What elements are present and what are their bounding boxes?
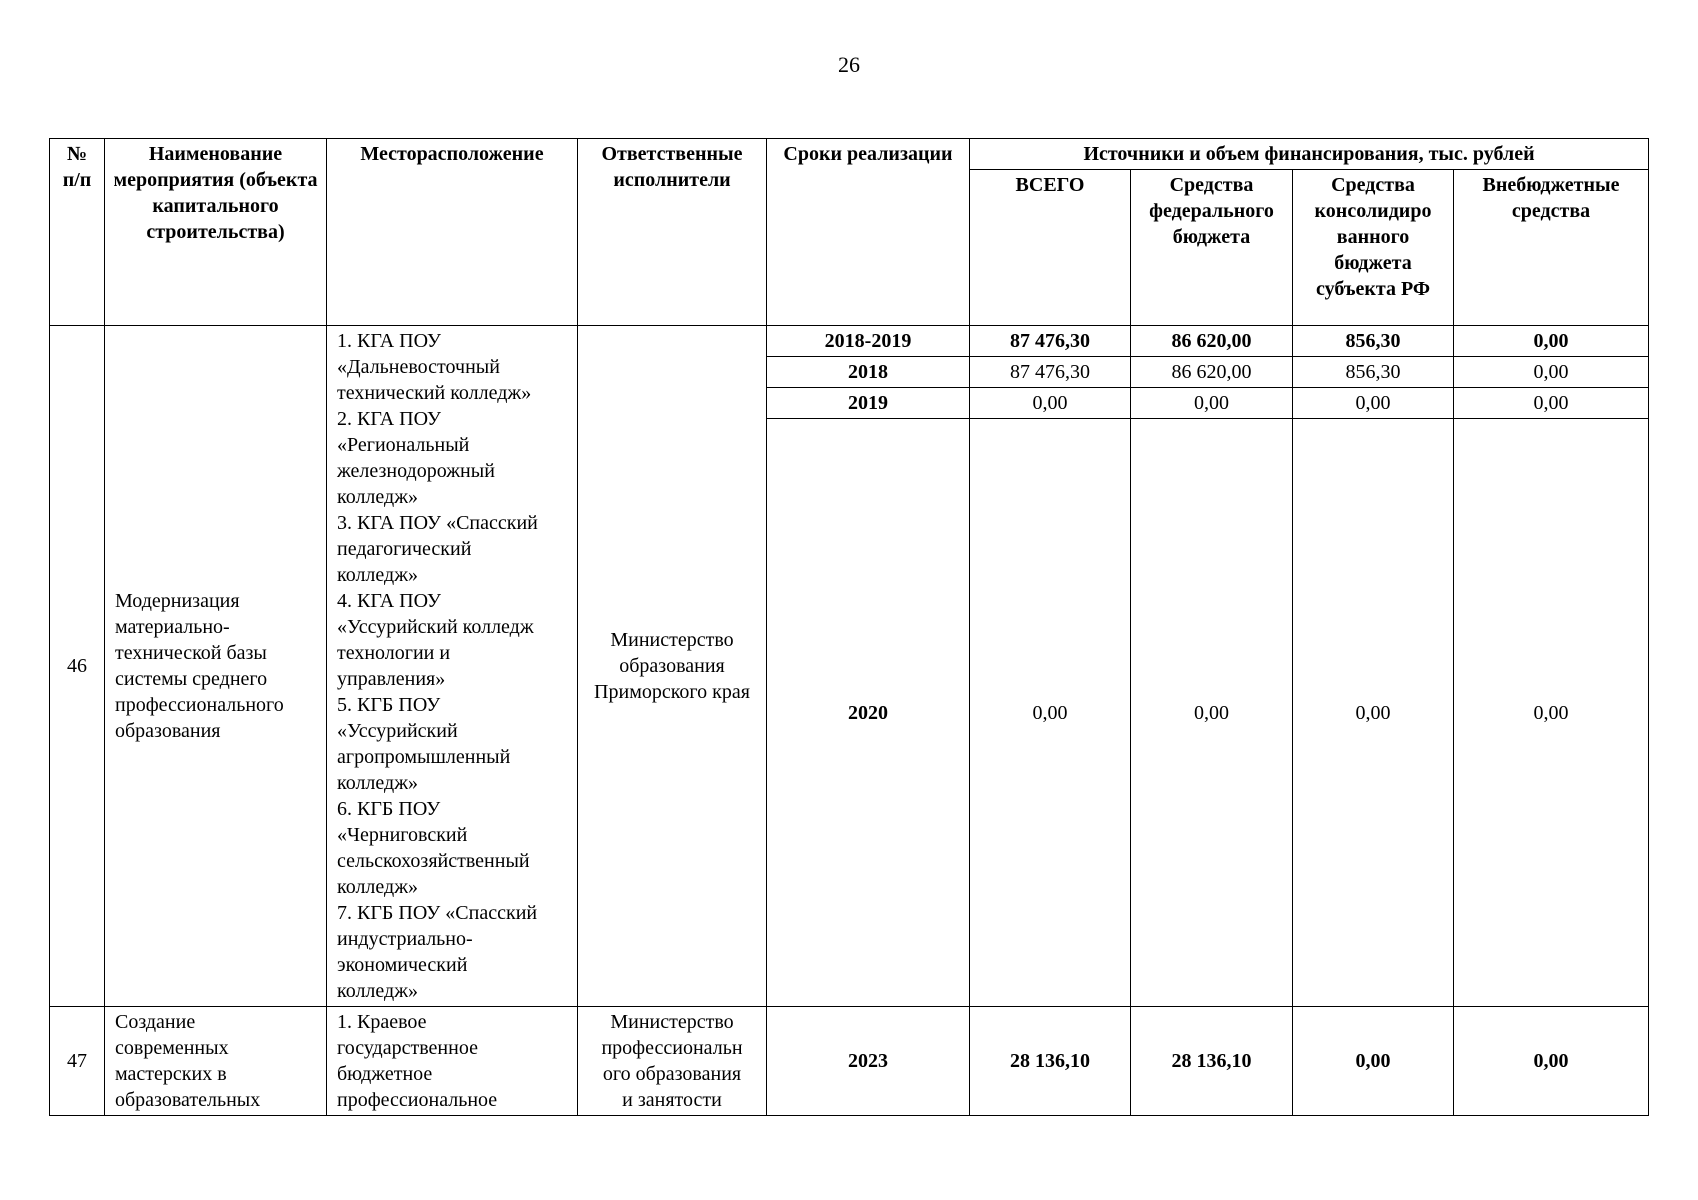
event-name-line: образовательных xyxy=(115,1089,261,1111)
location-line: 1. Краевое xyxy=(337,1011,427,1033)
location-line: «Дальневосточный xyxy=(337,356,500,378)
location-line: колледж» xyxy=(337,564,419,586)
header-sources: Источники и объем финансирования, тыс. рублей xyxy=(970,139,1649,170)
extra: 0,00 xyxy=(1454,388,1649,419)
responsible-line: ого образования xyxy=(602,1063,742,1085)
federal: 86 620,00 xyxy=(1131,326,1293,357)
location-line: государственное xyxy=(337,1037,478,1059)
header-responsible: Ответственные исполнители xyxy=(578,139,767,326)
location-line: 6. КГБ ПОУ xyxy=(337,798,441,820)
event-name-line: современных xyxy=(115,1037,229,1059)
header-extra: Внебюджетные средства xyxy=(1454,170,1649,326)
responsible-line: и занятости xyxy=(622,1089,722,1111)
location-line: железнодорожный xyxy=(337,460,495,482)
location-line: 4. КГА ПОУ xyxy=(337,590,442,612)
term: 2018 xyxy=(767,357,970,388)
consolidated: 0,00 xyxy=(1293,1007,1454,1116)
header-name: Наименование мероприятия (объекта капитального строительства) xyxy=(105,139,327,326)
responsible-line: Министерство xyxy=(610,1011,734,1033)
row-number: 47 xyxy=(50,1007,105,1116)
location-list xyxy=(327,326,578,1007)
federal: 28 136,10 xyxy=(1131,1007,1293,1116)
responsible: Министерство образования Приморского края xyxy=(578,326,767,1007)
header-consolidated: Средства консолидиро ванного бюджета субъекта РФ xyxy=(1293,170,1454,326)
location-line: «Черниговский xyxy=(337,824,468,846)
consolidated: 0,00 xyxy=(1293,419,1454,1007)
location-line: технический колледж» xyxy=(337,382,532,404)
term: 2020 xyxy=(767,419,970,1007)
total: 0,00 xyxy=(970,388,1131,419)
location-line: 5. КГБ ПОУ xyxy=(337,694,441,716)
location-line: сельскохозяйственный xyxy=(337,850,530,872)
location-line: «Уссурийский колледж xyxy=(337,616,534,638)
location-line: колледж» xyxy=(337,772,419,794)
extra: 0,00 xyxy=(1454,357,1649,388)
responsible xyxy=(578,1007,767,1116)
page-number: 26 xyxy=(838,52,860,77)
consolidated: 856,30 xyxy=(1293,357,1454,388)
location-line: управления» xyxy=(337,668,446,690)
location-line: 1. КГА ПОУ xyxy=(337,330,442,352)
location-line: бюджетное xyxy=(337,1063,433,1085)
location-line: 7. КГБ ПОУ «Спасский xyxy=(337,902,538,924)
location-line: педагогический xyxy=(337,538,472,560)
responsible-line: профессиональн xyxy=(601,1037,743,1059)
term: 2018-2019 xyxy=(767,326,970,357)
location-line: колледж» xyxy=(337,876,419,898)
location-line: экономический xyxy=(337,954,468,976)
location-line: «Уссурийский xyxy=(337,720,458,742)
header-location: Месторасположение xyxy=(327,139,578,326)
consolidated: 856,30 xyxy=(1293,326,1454,357)
location-list xyxy=(327,1007,578,1116)
location-line: 3. КГА ПОУ «Спасский xyxy=(337,512,538,534)
location-line: колледж» xyxy=(337,980,419,1002)
total: 28 136,10 xyxy=(970,1007,1131,1116)
location-line: индустриально- xyxy=(337,928,473,950)
total: 0,00 xyxy=(970,419,1131,1007)
event-name-line: мастерских в xyxy=(115,1063,227,1085)
federal: 0,00 xyxy=(1131,388,1293,419)
event-name xyxy=(105,1007,327,1116)
table-row xyxy=(50,326,1649,357)
extra: 0,00 xyxy=(1454,326,1649,357)
header-num: № п/п xyxy=(50,139,105,326)
location-line: «Региональный xyxy=(337,434,470,456)
event-name-line: Создание xyxy=(115,1011,196,1033)
financing-table xyxy=(49,138,1649,1116)
location-line: 2. КГА ПОУ xyxy=(337,408,442,430)
federal: 86 620,00 xyxy=(1131,357,1293,388)
total: 87 476,30 xyxy=(970,357,1131,388)
table-row xyxy=(50,1007,1649,1116)
event-name: Модернизация материально-технической базы системы среднего профессионального образования xyxy=(105,326,327,1007)
location-line: технологии и xyxy=(337,642,451,664)
header-terms: Сроки реализации xyxy=(767,139,970,326)
term: 2023 xyxy=(767,1007,970,1116)
consolidated: 0,00 xyxy=(1293,388,1454,419)
location-line: профессиональное xyxy=(337,1089,498,1111)
header-federal: Средства федерального бюджета xyxy=(1131,170,1293,326)
extra: 0,00 xyxy=(1454,419,1649,1007)
header-row-1 xyxy=(50,139,1649,170)
extra: 0,00 xyxy=(1454,1007,1649,1116)
federal: 0,00 xyxy=(1131,419,1293,1007)
location-line: колледж» xyxy=(337,486,419,508)
row-number: 46 xyxy=(50,326,105,1007)
term: 2019 xyxy=(767,388,970,419)
header-total: ВСЕГО xyxy=(970,170,1131,326)
location-line: агропромышленный xyxy=(337,746,511,768)
total: 87 476,30 xyxy=(970,326,1131,357)
